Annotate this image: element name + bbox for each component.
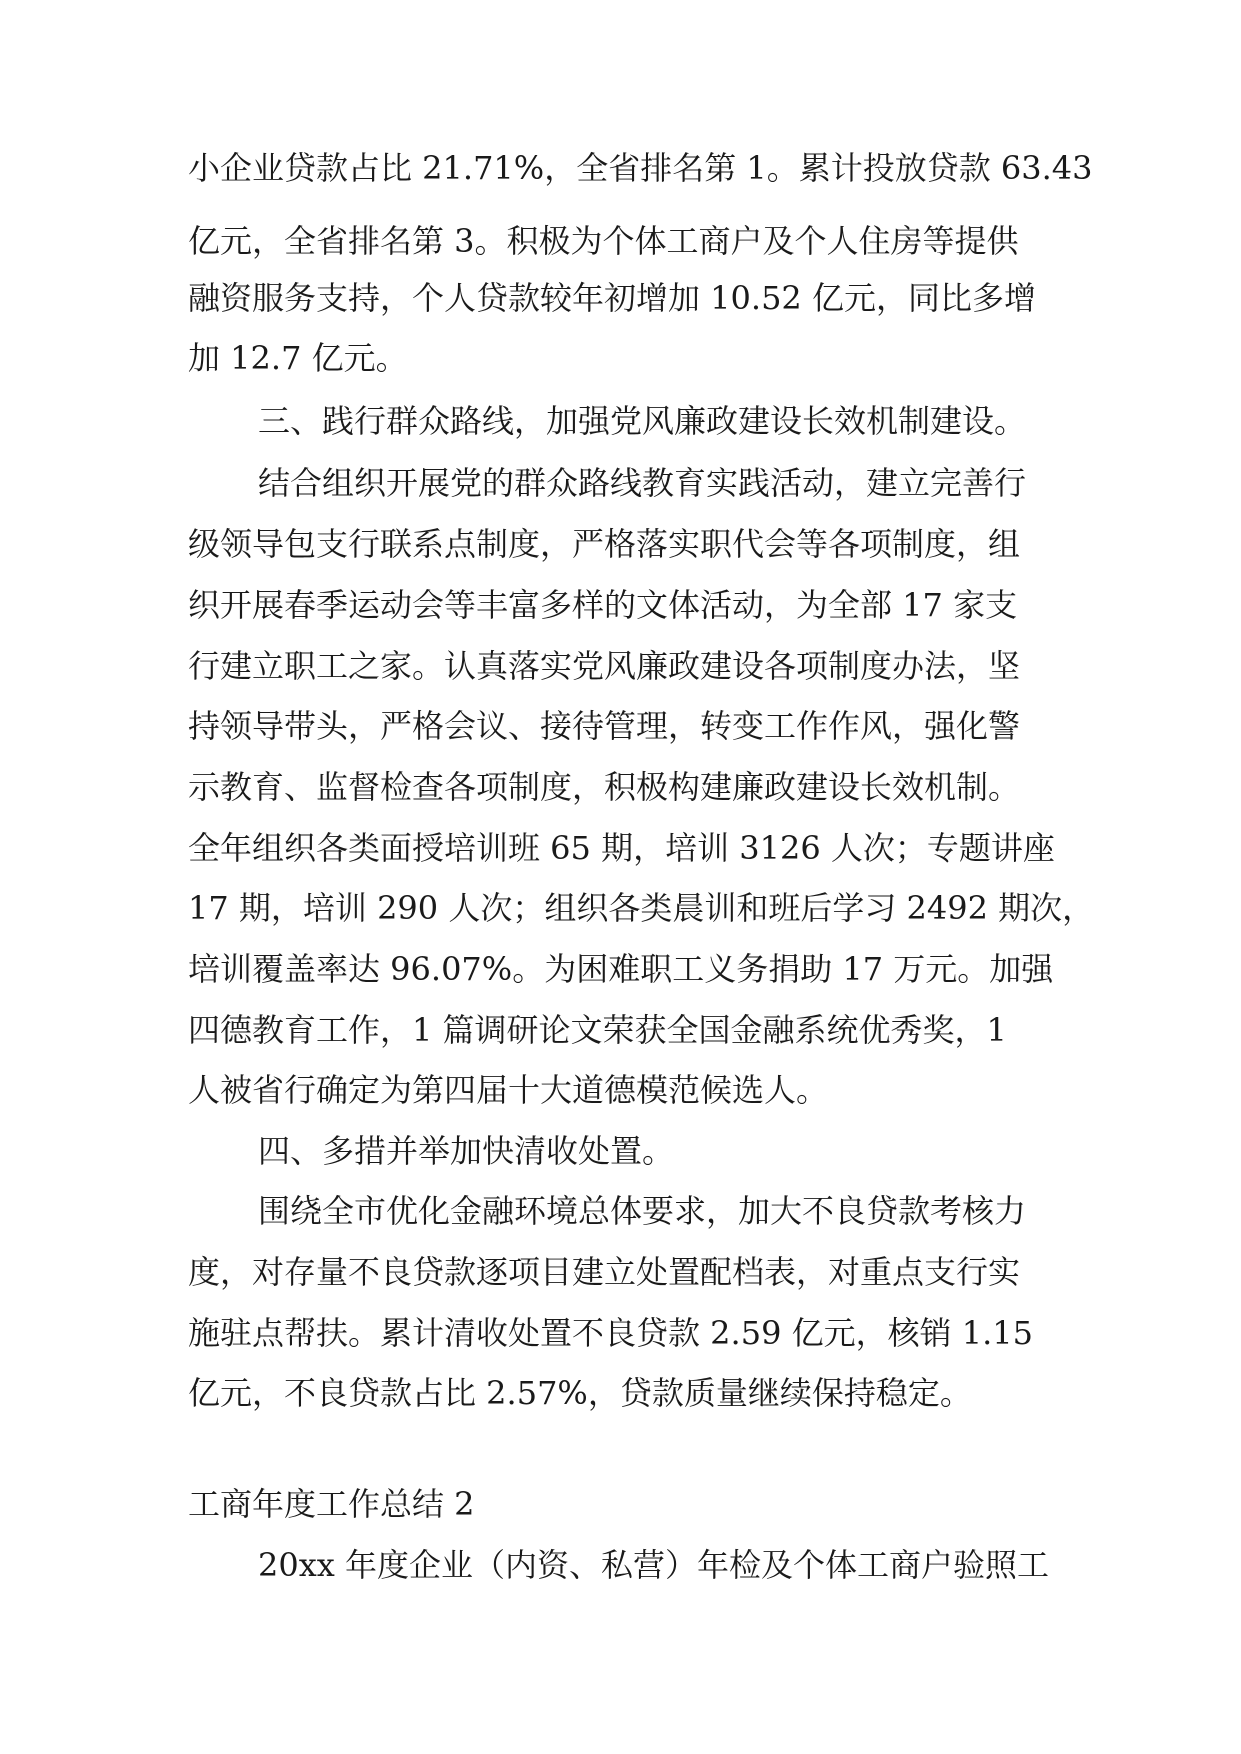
- text-line: 亿元，全省排名第 3。积极为个体工商户及个人住房等提供: [188, 222, 1019, 260]
- text-line: 20xx 年度企业（内资、私营）年检及个体工商户验照工: [258, 1546, 1049, 1584]
- text-line: 围绕全市优化金融环境总体要求，加大不良贷款考核力: [258, 1192, 1027, 1230]
- text-line: 结合组织开展党的群众路线教育实践活动，建立完善行: [258, 464, 1027, 502]
- section-heading: 四、多措并举加快清收处置。: [258, 1132, 675, 1170]
- document-title: 工商年度工作总结 2: [188, 1485, 475, 1523]
- text-line: 示教育、监督检查各项制度，积极构建廉政建设长效机制。: [188, 768, 1021, 806]
- text-line: 加 12.7 亿元。: [188, 339, 408, 377]
- text-line: 培训覆盖率达 96.07%。为困难职工义务捐助 17 万元。加强: [188, 950, 1054, 988]
- text-line: 持领导带头，严格会议、接待管理，转变工作作风，强化警: [188, 707, 1021, 745]
- section-heading: 三、践行群众路线，加强党风廉政建设长效机制建设。: [258, 402, 1027, 440]
- text-line: 亿元，不良贷款占比 2.57%，贷款质量继续保持稳定。: [188, 1374, 972, 1412]
- text-line: 融资服务支持，个人贷款较年初增加 10.52 亿元，同比多增: [188, 279, 1036, 317]
- text-line: 施驻点帮扶。累计清收处置不良贷款 2.59 亿元，核销 1.15: [188, 1314, 1034, 1352]
- text-line: 度，对存量不良贷款逐项目建立处置配档表，对重点支行实: [188, 1253, 1021, 1291]
- text-line: 四德教育工作，1 篇调研论文荣获全国金融系统优秀奖，1: [188, 1011, 1007, 1049]
- text-line: 全年组织各类面授培训班 65 期，培训 3126 人次；专题讲座: [188, 829, 1055, 867]
- text-line: 小企业贷款占比 21.71%，全省排名第 1。累计投放贷款 63.43: [188, 149, 1093, 187]
- text-line: 人被省行确定为第四届十大道德模范候选人。: [188, 1071, 829, 1109]
- text-line: 行建立职工之家。认真落实党风廉政建设各项制度办法，坚: [188, 647, 1021, 685]
- text-line: 织开展春季运动会等丰富多样的文体活动，为全部 17 家支: [188, 586, 1018, 624]
- text-line: 级领导包支行联系点制度，严格落实职代会等各项制度，组: [188, 525, 1021, 563]
- text-line: 17 期，培训 290 人次；组织各类晨训和班后学习 2492 期次，: [188, 889, 1095, 927]
